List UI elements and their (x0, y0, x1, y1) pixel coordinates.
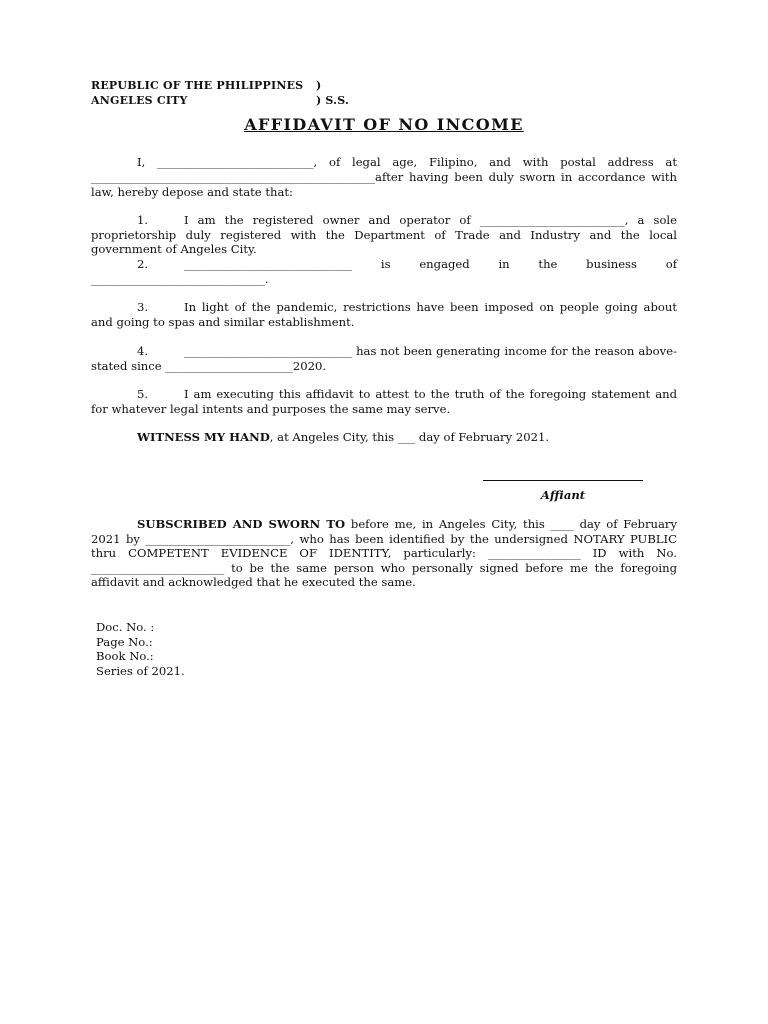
intro-paragraph: I, ___________________________, of legal age, Filipino, and with postal address at _________________________________________________after having been duly sworn in accordance with law, hereby depose and state that: (91, 155, 677, 199)
item-number: 1. (137, 213, 149, 227)
item-5 (91, 387, 677, 416)
series: Series of 2021. (96, 663, 185, 678)
notarial-registry (96, 620, 185, 678)
jurat-heading: SUBSCRIBED AND SWORN TO (137, 517, 346, 531)
affiant-label: Affiant (540, 488, 586, 502)
item-3 (91, 300, 677, 329)
item-number: 3. (137, 300, 149, 314)
page-no: Page No.: (96, 634, 153, 649)
item-1 (91, 213, 677, 257)
venue-block (91, 78, 349, 108)
item-text: I am the registered owner and operator of _________________________, a sole proprietorship duly registered with the Department of Trade and Industry and the local government of Angeles City. (91, 213, 677, 256)
item-text: _____________________________ is engaged in the business of ______________________________. (91, 257, 677, 286)
document-title: AFFIDAVIT OF NO INCOME (244, 115, 524, 134)
item-text: I am executing this affidavit to attest to the truth of the foregoing statement and for whatever legal intents and purposes the same may serve. (91, 387, 677, 416)
witness-heading: WITNESS MY HAND (137, 430, 270, 444)
item-4 (91, 344, 677, 373)
doc-no: Doc. No. : (96, 620, 155, 634)
item-number: 5. (137, 387, 149, 401)
venue-ss: ) S.S. (316, 94, 349, 107)
item-number: 2. (137, 257, 149, 271)
venue-republic: REPUBLIC OF THE PHILIPPINES (91, 79, 304, 92)
item-text: _____________________________ has not been generating income for the reason above-stated since ______________________2020. (91, 344, 677, 373)
witness-line (91, 430, 677, 445)
book-no: Book No.: (96, 649, 154, 663)
item-number: 4. (137, 344, 149, 358)
witness-text: , at Angeles City, this ___ day of February 2021. (269, 430, 550, 444)
venue-city: ANGELES CITY (91, 94, 188, 107)
item-2 (91, 257, 677, 286)
affiant-signature-line (483, 480, 643, 481)
venue-bracket: ) (316, 79, 322, 92)
jurat-text: before me, in Angeles City, this ____ day of February 2021 by _________________________, who has been identified by the undersigned NOTARY PUBLIC thru COMPETENT EVIDENCE OF IDENTITY, particularly: ________________ ID with No. _______________________ to be the same person who personally signed before me the foregoing affidavit and acknowledged that he executed the same. (91, 517, 677, 589)
jurat-paragraph (91, 517, 677, 590)
item-text: In light of the pandemic, restrictions have been imposed on people going about and going to spas and similar establishment. (91, 300, 677, 329)
